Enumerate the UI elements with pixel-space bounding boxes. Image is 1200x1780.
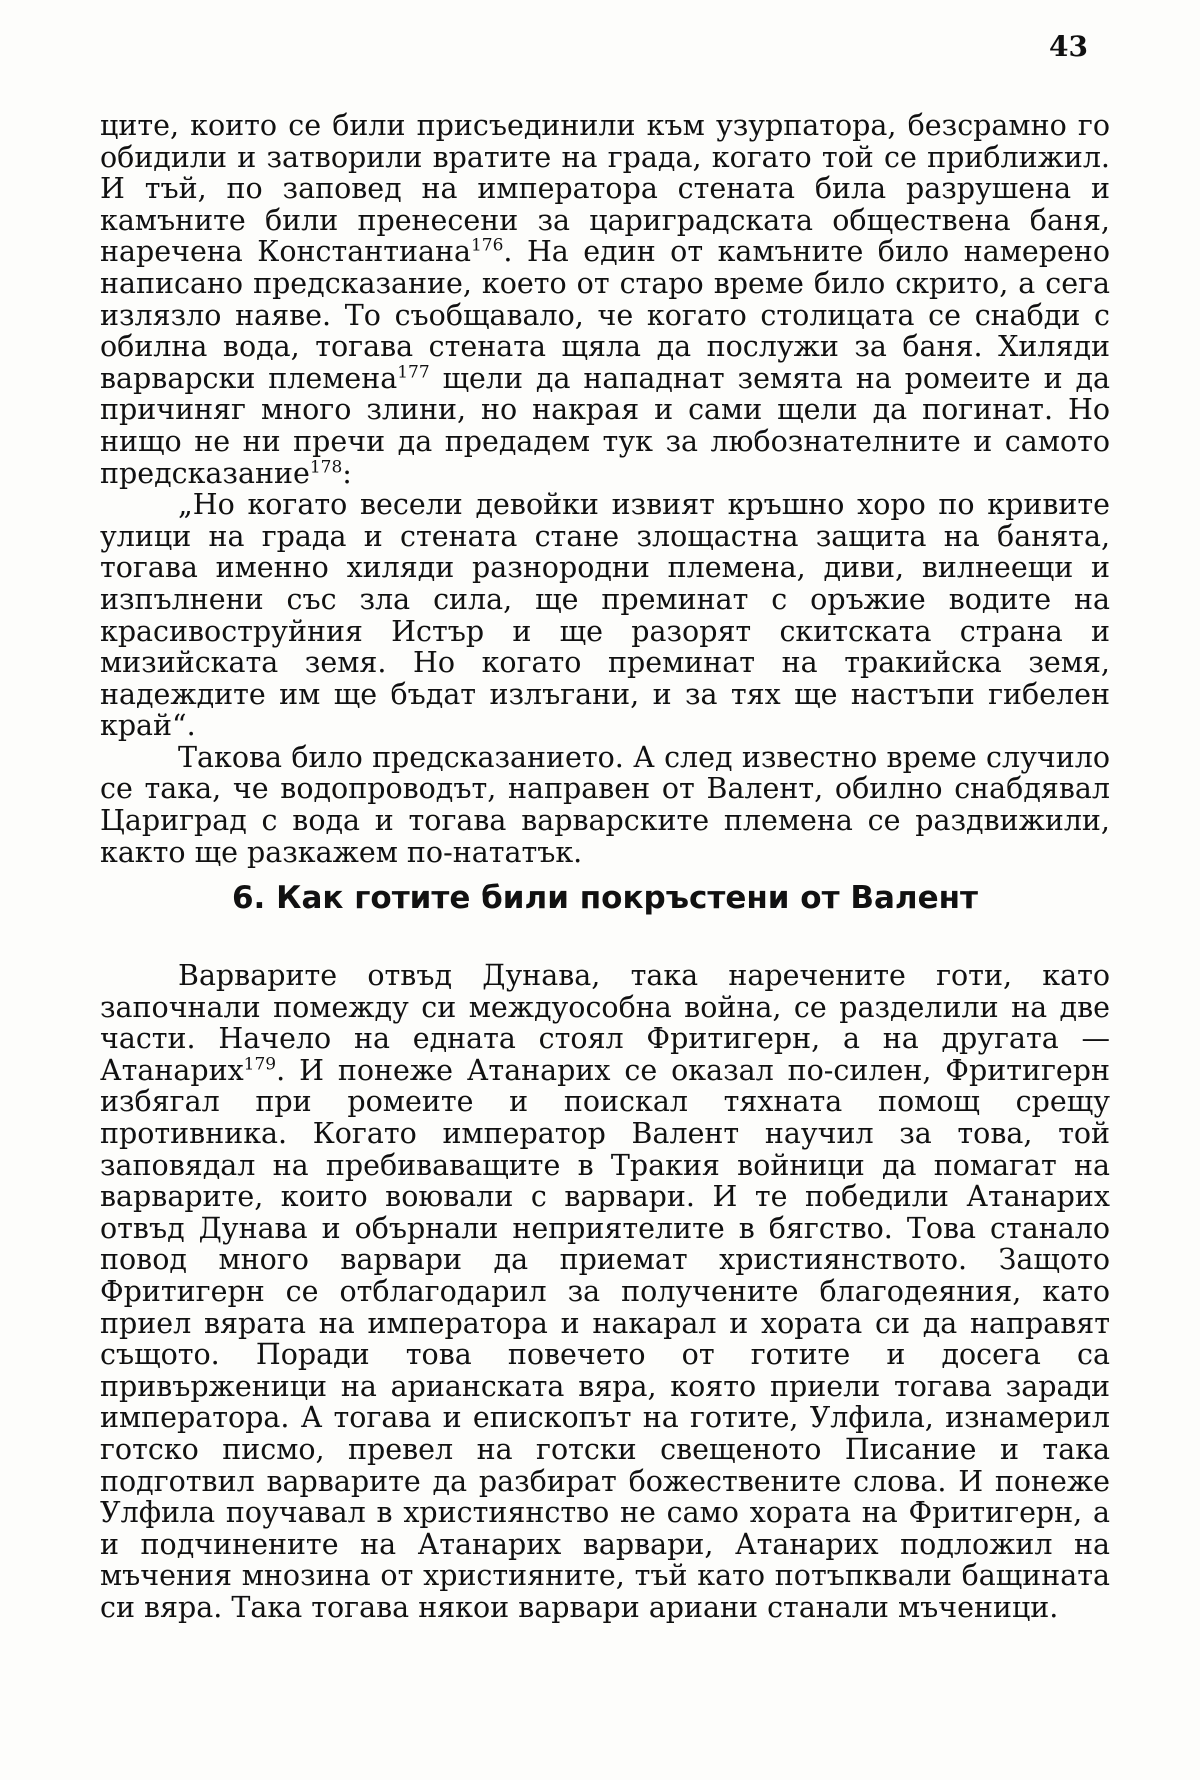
text-run: щели да нападнат земята на ромеите и да причиняг много злини, но накрая и сами щели да погинат. Но нищо не ни пречи да предадем тук за любознателните и самото предсказание <box>100 361 1110 490</box>
section-2-text <box>100 960 1110 1623</box>
section-1-text <box>100 110 1110 868</box>
paragraph: Такова било предсказанието. А след известно време случило се така, че водопроводът, направен от Валент, обилно снабдявал Цариград с вода и тогава варварските племена се раздвижили, както ще разкажем по-нататък. <box>100 740 1110 869</box>
page-number: 43 <box>1049 30 1088 63</box>
footnote-ref: 177 <box>397 362 430 383</box>
section-heading: 6. Как готите били покръстени от Валент <box>231 880 979 916</box>
text-run: . И понеже Атанарих се оказал по-силен, Фритигерн избягал при ромеите и поискал тяхната помощ срещу противника. Когато император Валент научил за това, той заповядал на пребиваващите в Тракия войници да помагат на варварите, които воювали с варвари. И те победили Атанарих отвъд Дунава и обърнали неприятелите в бягство. Това станало повод много варвари да приемат християнството. Защото Фритигерн се отблагодарил за получените благодеяния, като приел вярата на императора и накарал и хората си да направят същото. Поради това повечето от готите и досега са привърженици на арианската вяра, която приели тогава заради императора. А тогава и епископът на готите, Улфила, изнамерил готско писмо, превел на готски свещеното Писание и така подготвил варварите да разбират божествените слова. И понеже Улфила поучавал в християнство не само хората на Фритигерн, а и подчинените на Атанарих варвари, Атанарих подложил на мъчения мнозина от християните, тъй като потъпквали бащината си вяра. Така тогава някои варвари ариани станали мъченици. <box>100 1053 1110 1624</box>
text-run: Варварите отвъд Дунава, така наречените готи, като започнали помежду си междуособна война, се разделили на две части. Начело на едната стоял Фритигерн, а на другата — Атанарих <box>100 959 1110 1087</box>
footnote-ref: 178 <box>309 457 343 478</box>
footnote-ref: 179 <box>243 1054 277 1075</box>
paragraph <box>100 960 1110 1623</box>
text-run: . На един от камъните било намерено написано предсказание, което от старо време било скрито, а сега излязло наяве. То съобщавало, че когато столицата се снабди с обилна вода, тогава стената щяла да послужи за баня. Хиляди варварски племена <box>100 235 1110 395</box>
paragraph <box>100 110 1110 489</box>
footnote-ref: 176 <box>470 235 504 256</box>
text-run: ците, които се били присъединили към узурпатора, безсрамно го обидили и затворили вратите на града, когато той се приближил. И тъй, по заповед на императора стената била разрушена и камъните били пренесени за цариградската обществена баня, наречена Константиана <box>100 109 1110 269</box>
text-run: : <box>342 456 352 490</box>
prophecy-quote: „Но когато весели девойки извият кръшно хоро по кривите улици на града и стената стане злощастна защита на банята, тогава именно хиляди разнородни племена, диви, вилнеещи и изпълнени със зла сила, ще преминат с оръжие водите на красивоструйния Истър и ще разорят скитската страна и мизийската земя. Но когато преминат на тракийска земя, надеждите им ще бъдат излъгани, и за тях ще настъпи гибелен край“. <box>100 488 1110 743</box>
